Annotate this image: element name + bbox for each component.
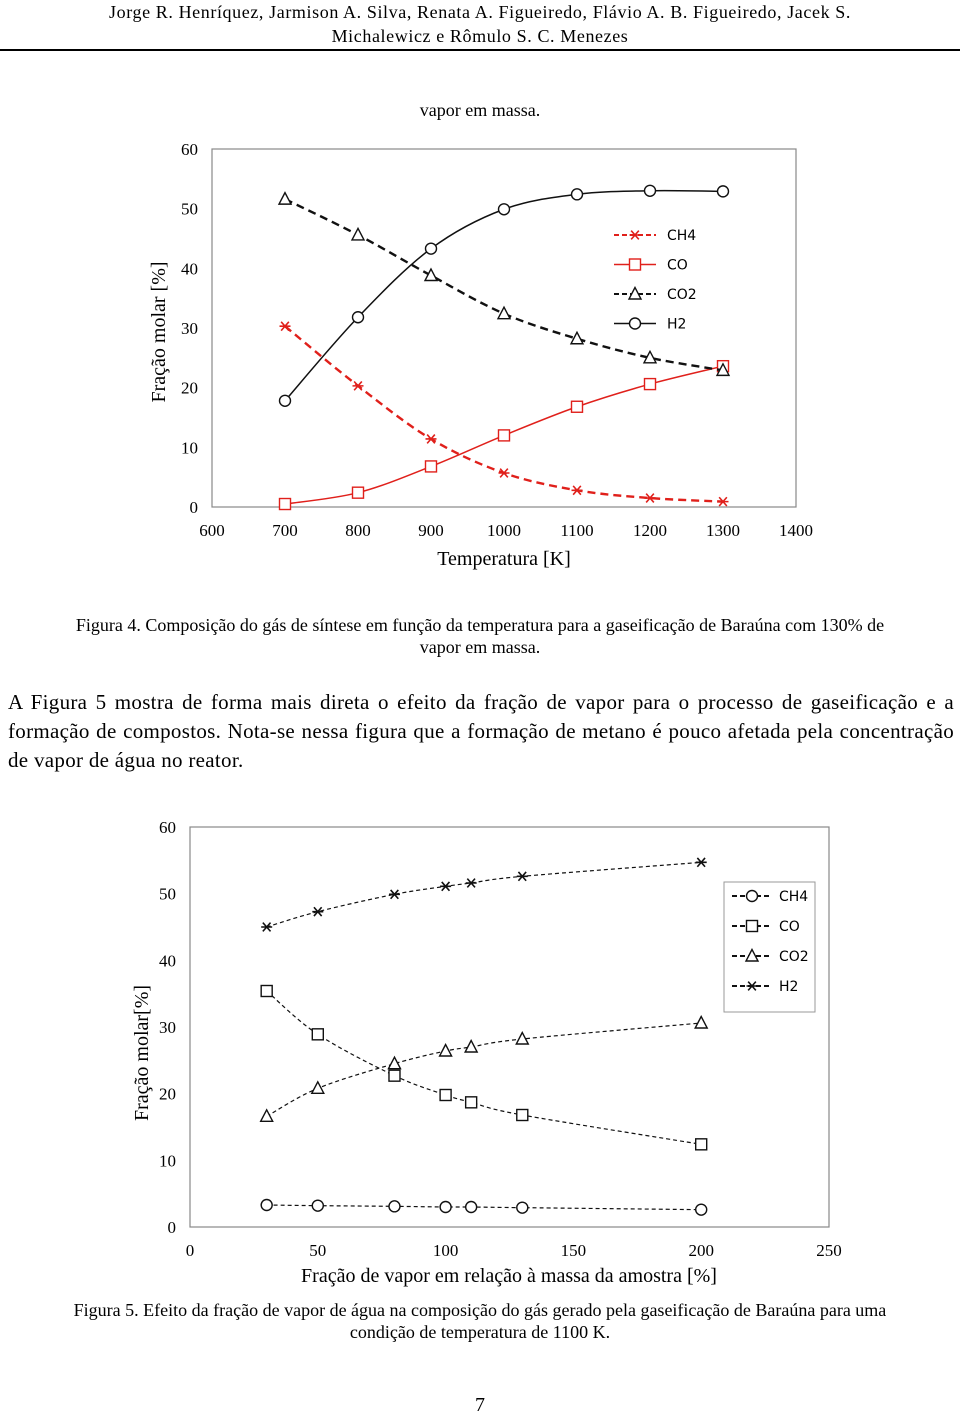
- fig4-x-tick-label: 700: [272, 521, 298, 540]
- fig4-x-tick-label: 1000: [487, 521, 521, 540]
- figure-5-chart: [0, 800, 960, 1310]
- fig4-series-co: [280, 361, 729, 510]
- fig5-x-tick-label: 200: [688, 1241, 714, 1260]
- fig4-x-tick-label: 900: [418, 521, 444, 540]
- fig5-point-co: [466, 1097, 477, 1108]
- header-authors-line1: Jorge R. Henríquez, Jarmison A. Silva, Renata A. Figueiredo, Flávio A. B. Figueiredo, Jacek S.: [109, 2, 851, 22]
- figure-5-caption: [0, 1299, 960, 1343]
- fig4-point-ch4: [572, 486, 583, 495]
- fig5-x-tick-label: 150: [560, 1241, 587, 1260]
- fig5-y-tick-label: 60: [159, 818, 176, 837]
- fig5-legend-label-h2: H2: [779, 979, 799, 995]
- fig5-point-h2: [389, 890, 400, 899]
- fig4-point-ch4: [645, 494, 656, 503]
- fig4-point-co: [499, 430, 510, 441]
- fig4-point-co: [572, 401, 583, 412]
- fig4-line-co2: [285, 199, 723, 370]
- fig5-legend-marker-ch4: [747, 891, 758, 902]
- fig4-line-h2: [285, 191, 723, 401]
- fig4-legend-marker-h2: [630, 318, 641, 329]
- fig4-point-co: [645, 379, 656, 390]
- fig4-y-tick-label: 10: [181, 438, 198, 458]
- fig4-legend-label-co: CO: [667, 257, 688, 274]
- fig5-point-co2: [312, 1082, 324, 1094]
- fig4-point-co2: [352, 228, 364, 240]
- fig4-point-h2: [572, 189, 583, 200]
- fig4-x-tick-label: 1100: [560, 521, 594, 540]
- fig5-point-h2: [696, 858, 707, 867]
- fig4-y-axis-title: Fração molar [%]: [148, 261, 170, 403]
- fig5-point-co2: [695, 1017, 707, 1029]
- fig5-point-h2: [261, 923, 272, 932]
- fig5-legend-label-ch4: CH4: [779, 889, 809, 905]
- figure-4-caption: [0, 614, 960, 658]
- fig4-point-co: [353, 487, 364, 498]
- fig4-series-h2: [280, 185, 729, 406]
- fig5-point-co: [440, 1090, 451, 1101]
- fig5-y-tick-label: 0: [167, 1218, 176, 1237]
- fig4-point-co: [280, 499, 291, 510]
- fig4-y-tick-label: 40: [181, 259, 198, 279]
- fig5-y-tick-label: 20: [159, 1084, 176, 1104]
- figure-5-caption-line2: condição de temperatura de 1100 K.: [349, 1322, 611, 1342]
- fig4-point-h2: [426, 243, 437, 254]
- fig5-line-co2: [267, 1023, 702, 1116]
- fig4-y-tick-label: 0: [189, 498, 198, 517]
- header-authors-line2: Michalewicz e Rômulo S. C. Menezes: [331, 26, 629, 46]
- fig5-point-co: [312, 1029, 323, 1040]
- fig5-line-ch4: [267, 1205, 702, 1210]
- body-paragraph: A Figura 5 mostra de forma mais direta o efeito da fração de vapor para o processo de gaseificação e a formação de compostos. Nota-se nessa figura que a formação de metano é pouco afetada pela concentração de vapor de água no reator.: [8, 690, 954, 772]
- fig5-x-tick-label: 0: [185, 1241, 195, 1260]
- fig5-point-h2: [517, 872, 528, 881]
- fig5-point-co: [696, 1139, 707, 1150]
- fig5-y-tick-label: 50: [159, 884, 176, 904]
- fig4-point-co2: [279, 193, 291, 205]
- fig5-point-ch4: [440, 1202, 451, 1213]
- fig5-point-h2: [440, 882, 451, 891]
- fig5-line-h2: [267, 862, 702, 927]
- fig4-legend-marker-co: [630, 259, 641, 270]
- fig4-point-h2: [499, 204, 510, 215]
- fig4-legend-label-co2: CO2: [667, 287, 697, 303]
- fig4-x-tick-label: 1200: [633, 521, 667, 540]
- fig4-series-co2: [279, 193, 729, 376]
- fig4-y-tick-label: 60: [181, 140, 198, 159]
- fig5-line-co: [267, 991, 702, 1144]
- fig5-point-co: [261, 986, 272, 997]
- fig5-point-ch4: [261, 1200, 272, 1211]
- fig5-y-tick-label: 10: [159, 1151, 176, 1171]
- fig4-point-ch4: [499, 469, 510, 478]
- fig5-point-ch4: [312, 1200, 323, 1211]
- figure-4-caption-line1: Figura 4. Composição do gás de síntese em função da temperatura para a gaseificação de Baraúna com 130% de: [75, 615, 885, 635]
- fig4-point-co: [426, 461, 437, 472]
- fig5-series-co2: [261, 1017, 708, 1122]
- fig4-point-co2: [571, 332, 583, 344]
- fig5-point-h2: [312, 907, 323, 916]
- fig5-point-ch4: [389, 1201, 400, 1212]
- fig5-y-tick-label: 40: [159, 951, 176, 971]
- page-number: 7: [475, 1394, 485, 1416]
- fig4-y-tick-label: 50: [181, 199, 198, 219]
- fig5-y-axis-title: Fração molar[%]: [131, 984, 153, 1122]
- fig5-point-co2: [261, 1110, 273, 1122]
- fig5-point-ch4: [696, 1204, 707, 1215]
- fig4-point-h2: [280, 395, 291, 406]
- fig4-x-tick-label: 800: [345, 521, 371, 540]
- fig4-plot-frame: [212, 149, 796, 507]
- fig4-series-ch4: [280, 322, 729, 506]
- fig5-x-tick-label: 100: [432, 1241, 459, 1260]
- fig4-point-co2: [498, 307, 510, 319]
- fig5-point-co2: [440, 1045, 452, 1057]
- continued-text-fragment: vapor em massa.: [419, 100, 541, 120]
- fig4-point-h2: [718, 186, 729, 197]
- fig5-point-co2: [465, 1041, 477, 1053]
- fig4-legend-marker-ch4: [630, 231, 641, 240]
- fig4-x-tick-label: 600: [199, 521, 225, 540]
- fig4-legend-label-ch4: CH4: [667, 228, 697, 244]
- fig4-legend-label-h2: H2: [667, 316, 687, 333]
- fig4-point-co2: [425, 269, 437, 281]
- fig5-legend-label-co: CO: [779, 919, 800, 935]
- fig5-legend-marker-co: [747, 921, 758, 932]
- fig5-series-ch4: [261, 1200, 707, 1216]
- fig5-x-tick-label: 50: [309, 1241, 327, 1260]
- fig5-point-h2: [466, 879, 477, 888]
- fig4-point-ch4: [353, 381, 364, 390]
- fig4-x-axis-title: Temperatura [K]: [437, 548, 571, 570]
- fig5-point-ch4: [466, 1202, 477, 1213]
- fig5-point-co: [517, 1110, 528, 1121]
- fig5-y-tick-label: 30: [159, 1018, 176, 1037]
- fig4-y-tick-label: 20: [181, 378, 198, 398]
- fig4-line-ch4: [285, 326, 723, 501]
- figure-4-chart: [0, 0, 960, 590]
- fig5-series-h2: [261, 858, 707, 931]
- fig5-series-co: [261, 986, 707, 1150]
- fig5-legend-label-co2: CO2: [779, 949, 809, 965]
- fig4-y-tick-label: 30: [181, 319, 198, 338]
- fig4-point-h2: [353, 312, 364, 323]
- fig5-point-co: [389, 1070, 400, 1081]
- figure-5-caption-line1: Figura 5. Efeito da fração de vapor de água na composição do gás gerado pela gaseificação de Baraúna para uma: [73, 1300, 887, 1320]
- fig4-point-ch4: [718, 497, 729, 506]
- fig4-point-h2: [645, 185, 656, 196]
- fig4-x-tick-label: 1300: [706, 521, 740, 540]
- fig5-x-tick-label: 250: [816, 1241, 842, 1260]
- figure-4-caption-line2: vapor em massa.: [419, 637, 541, 657]
- fig5-point-ch4: [517, 1202, 528, 1213]
- fig5-x-axis-title: Fração de vapor em relação à massa da amostra [%]: [301, 1265, 717, 1287]
- fig4-x-tick-label: 1400: [779, 521, 813, 540]
